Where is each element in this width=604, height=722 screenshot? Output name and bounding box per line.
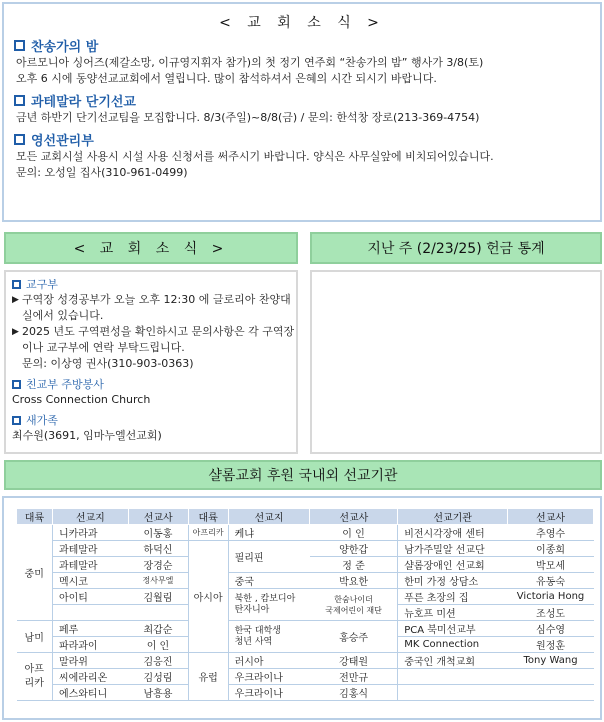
square-bullet-icon xyxy=(12,280,21,289)
missionary: 원정훈 xyxy=(508,637,594,653)
section-heading: 영선관리부 xyxy=(31,134,94,149)
mission-field: 씨에라리온 xyxy=(52,669,128,685)
mission-field: 북한 , 캄보디아 탄자니아 xyxy=(228,589,310,621)
missions-bar xyxy=(4,460,602,490)
missionary: 조성도 xyxy=(508,605,594,621)
region-cell: 아프리카 xyxy=(188,525,228,541)
region-cell: 아시아 xyxy=(188,541,228,653)
region-cell: 아프 리카 xyxy=(17,653,53,701)
mission-field: 아이티 xyxy=(52,589,128,605)
missionary: 하덕신 xyxy=(128,541,188,557)
new-family-section xyxy=(12,412,296,444)
missionary: 정사무엘 xyxy=(128,573,188,589)
mission-field: 파라과이 xyxy=(52,637,128,653)
mission-field: 케냐 xyxy=(228,525,310,541)
church-news-bar-title: < 교 회 소 식 > xyxy=(73,241,229,257)
top-news-title: < 교 회 소 식 > xyxy=(219,15,385,31)
mission-field: 한국 대학생 청년 사역 xyxy=(228,621,310,653)
table-header-row xyxy=(17,509,594,525)
mission-field: 중국 xyxy=(228,573,310,589)
mission-field: 에스와티니 xyxy=(52,685,128,701)
section-heading: 새가족 xyxy=(26,414,58,427)
missionary: 추영수 xyxy=(508,525,594,541)
header-cell: 선교기관 xyxy=(398,509,508,525)
header-cell: 선교사 xyxy=(508,509,594,525)
mission-field: 우크라이나 xyxy=(228,685,310,701)
missionary: 양한갑 xyxy=(310,541,398,557)
missionary: 심수영 xyxy=(508,621,594,637)
section-body: 금년 하반기 단기선교팀을 모집합니다. 8/3(주일)~8/8(금) / 문의: 한석창 장로(213-369-4754) xyxy=(16,111,480,124)
missionary: 박요한 xyxy=(310,573,398,589)
contact-note: 문의: 이상영 권사(310-903-0363) xyxy=(22,357,194,370)
missionary: Tony Wang xyxy=(508,653,594,669)
missionary: 전만규 xyxy=(310,669,398,685)
section-body: Cross Connection Church xyxy=(12,393,151,406)
missionary: 강태원 xyxy=(310,653,398,669)
missionary xyxy=(128,605,188,621)
missionary: 이종희 xyxy=(508,541,594,557)
square-bullet-icon xyxy=(14,134,25,145)
offering-stats-title: 지난 주 (2/23/25) 헌금 통계 xyxy=(367,241,545,257)
mission-org: 샬롬장애인 선교회 xyxy=(398,557,508,573)
square-bullet-icon xyxy=(14,40,25,51)
header-cell: 선교지 xyxy=(228,509,310,525)
triangle-bullet-icon: ▶ xyxy=(12,327,19,337)
header-cell: 선교지 xyxy=(52,509,128,525)
table-row xyxy=(17,573,594,589)
triangle-bullet-icon: ▶ xyxy=(12,295,19,305)
mission-org: 한미 가정 상담소 xyxy=(398,573,508,589)
section-body: 모든 교회시설 사용시 시설 사용 신청서를 써주시기 바랍니다. 양식은 사무실앞에 비치되어있습니다. 문의: 오성일 집사(310-961-0499) xyxy=(16,150,494,179)
church-news-bar xyxy=(4,232,298,264)
missionary: 박모세 xyxy=(508,557,594,573)
region-cell: 중미 xyxy=(17,525,53,621)
mission-field: 과테말라 xyxy=(52,541,128,557)
missionary: 유동숙 xyxy=(508,573,594,589)
square-bullet-icon xyxy=(12,380,21,389)
church-news-panel xyxy=(4,270,298,454)
mission-field: 러시아 xyxy=(228,653,310,669)
table-row xyxy=(17,669,594,685)
header-cell: 대륙 xyxy=(17,509,53,525)
missionary: 장경순 xyxy=(128,557,188,573)
missionary xyxy=(508,685,594,701)
region-cell: 유럽 xyxy=(188,653,228,701)
news-hymn-night xyxy=(14,36,600,87)
table-row xyxy=(17,525,594,541)
section-heading: 과테말라 단기선교 xyxy=(31,95,136,110)
mission-field: 페루 xyxy=(52,621,128,637)
news-facilities xyxy=(14,130,600,181)
mission-field: 과테말라 xyxy=(52,557,128,573)
section-heading: 친교부 주방봉사 xyxy=(26,378,104,391)
mission-org: 뉴호프 미션 xyxy=(398,605,508,621)
missionary: 이 인 xyxy=(128,637,188,653)
bullet-item: ▶ 2025 년도 구역편성을 확인하시고 문의사항은 각 구역장이나 교구부에 연락 부탁드립니다. xyxy=(12,325,295,354)
mission-org: 푸른 초장의 집 xyxy=(398,589,508,605)
missionary: 최갑순 xyxy=(128,621,188,637)
kitchen-service-section xyxy=(12,376,296,408)
mission-field: 우크라이나 xyxy=(228,669,310,685)
table-row xyxy=(17,621,594,637)
square-bullet-icon xyxy=(12,416,21,425)
section-heading: 교구부 xyxy=(26,278,58,291)
missionary: 홍승주 xyxy=(310,621,398,653)
offering-stats-bar xyxy=(310,232,602,264)
mission-org xyxy=(398,669,508,685)
mission-org: 비전시각장애 센터 xyxy=(398,525,508,541)
missionary: Victoria Hong xyxy=(508,589,594,605)
mission-field xyxy=(52,605,128,621)
section-body: 최수원(3691, 임마누엘선교회) xyxy=(12,429,162,442)
church-news-top-box xyxy=(2,2,602,222)
header-cell: 대륙 xyxy=(188,509,228,525)
mission-org: 남가주밀알 선교단 xyxy=(398,541,508,557)
missions-title: 샬롬교회 후원 국내외 선교기관 xyxy=(208,468,398,484)
offering-stats-panel xyxy=(310,270,602,454)
table-row xyxy=(17,589,594,605)
missionary: 이 인 xyxy=(310,525,398,541)
parish-section xyxy=(12,276,296,372)
missionary: 남흥용 xyxy=(128,685,188,701)
missionary: 김홍식 xyxy=(310,685,398,701)
bullet-item: ▶ 구역장 성경공부가 오늘 오후 12:30 에 글로리아 찬양대실에서 있습니다. xyxy=(12,293,291,322)
missionary: 이동홍 xyxy=(128,525,188,541)
mission-field: 말라위 xyxy=(52,653,128,669)
missionary: 한숨나이더 국제어린이 재단 xyxy=(310,589,398,621)
missionary xyxy=(508,669,594,685)
missions-table-box xyxy=(2,496,602,720)
mission-org xyxy=(398,685,508,701)
missionary: 정 준 xyxy=(310,557,398,573)
square-bullet-icon xyxy=(14,95,25,106)
mission-field: 니카라과 xyxy=(52,525,128,541)
mission-field: 멕시코 xyxy=(52,573,128,589)
mission-org: PCA 북미선교부 xyxy=(398,621,508,637)
mission-field: 필리핀 xyxy=(228,541,310,573)
missions-table xyxy=(16,508,594,701)
section-body: 아르모니아 싱어즈(제갈소망, 이규영지휘자 참가)의 첫 정기 연주회 “찬송가의 밤” 행사가 3/8(토) 오후 6 시에 동양선교교회에서 열립니다. 많이 참석하셔서 은혜의 시간 되시기 바랍니다. xyxy=(16,56,484,85)
news-guatemala-mission xyxy=(14,91,600,126)
section-heading: 찬송가의 밤 xyxy=(31,40,99,55)
table-row xyxy=(17,541,594,557)
mission-org: MK Connection xyxy=(398,637,508,653)
table-row xyxy=(17,685,594,701)
missionary: 김응진 xyxy=(128,653,188,669)
missionary: 김월림 xyxy=(128,589,188,605)
header-cell: 선교사 xyxy=(310,509,398,525)
table-row xyxy=(17,653,594,669)
missionary: 김성림 xyxy=(128,669,188,685)
region-cell: 남미 xyxy=(17,621,53,653)
header-cell: 선교사 xyxy=(128,509,188,525)
mission-org: 중국인 개척교회 xyxy=(398,653,508,669)
